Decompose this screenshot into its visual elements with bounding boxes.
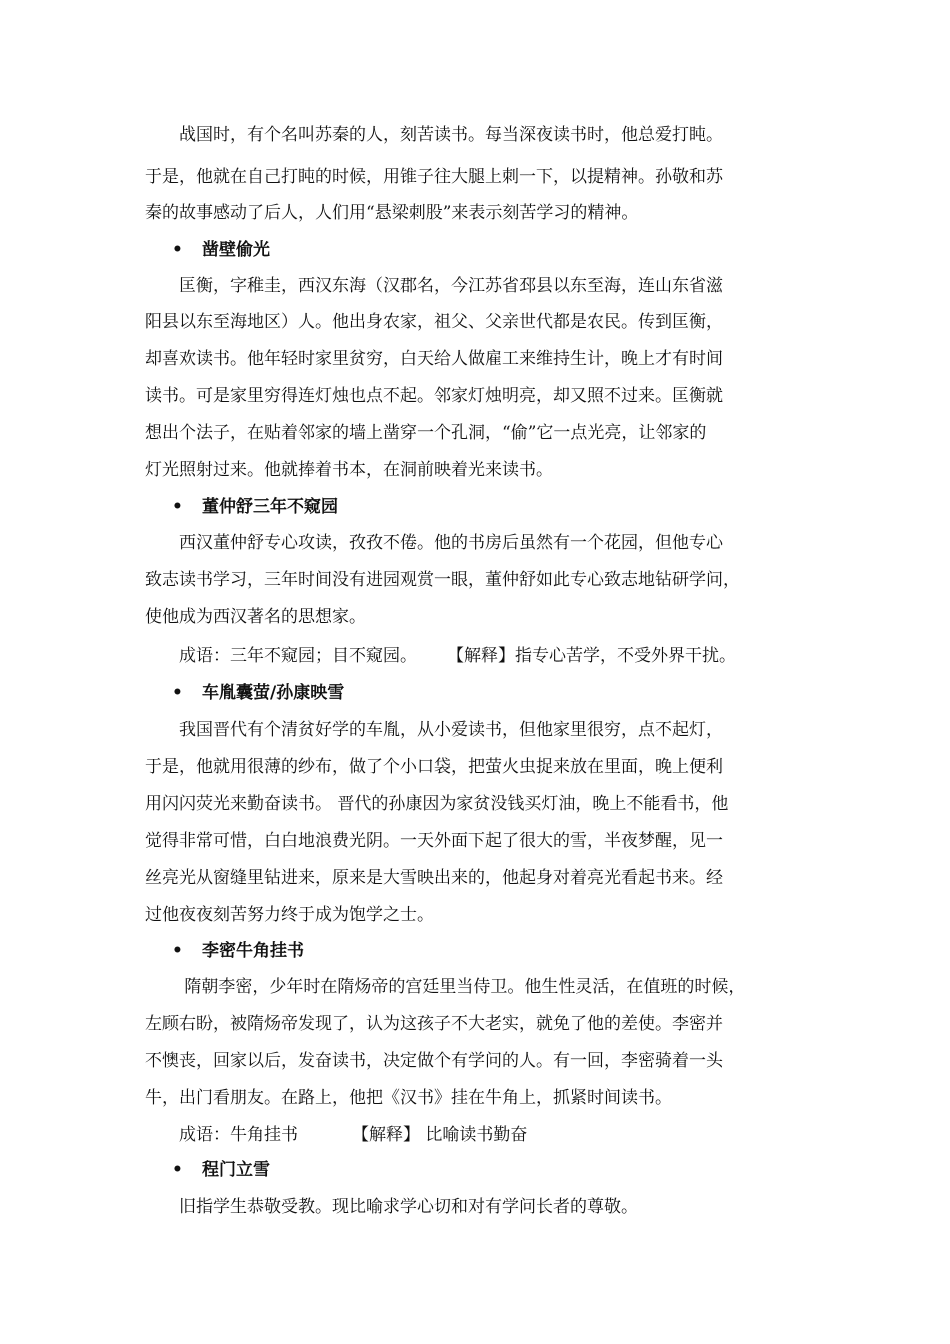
bullet-icon: •: [172, 497, 183, 517]
explain-text: 比喻读书勤奋: [420, 1125, 528, 1145]
paragraph-line: 战国时，有个名叫苏秦的人，刻苦读书。每当深夜读书时，他总爱打盹。: [145, 125, 723, 145]
explain-label: 【解释】: [447, 646, 515, 666]
idiom-line: [145, 646, 835, 666]
section-title: 凿壁偷光: [202, 240, 270, 260]
paragraph-line: 牛，出门看朋友。在路上，他把《汉书》挂在牛角上，抓紧时间读书。: [145, 1088, 672, 1108]
paragraph-line: 西汉董仲舒专心攻读，孜孜不倦。他的书房后虽然有一个花园，但他专心: [145, 533, 723, 553]
section-heading: [172, 497, 338, 517]
section-title: 董仲舒三年不窥园: [202, 497, 338, 517]
paragraph-line: 不懊丧，回家以后，发奋读书，决定做个有学问的人。有一回，李密骑着一头: [145, 1051, 723, 1071]
idiom-line: [145, 1125, 835, 1145]
section-heading: [172, 240, 270, 260]
section-heading: [172, 941, 304, 961]
section-title: 车胤囊萤/孙康映雪: [202, 683, 345, 703]
paragraph-line: 用闪闪荧光来勤奋读书。 晋代的孙康因为家贫没钱买灯油，晚上不能看书，他: [145, 794, 729, 814]
paragraph-line: 使他成为西汉著名的思想家。: [145, 607, 366, 627]
paragraph-line: 过他夜夜刻苦努力终于成为饱学之士。: [145, 905, 434, 925]
bullet-icon: •: [172, 683, 183, 703]
paragraph-line: 我国晋代有个清贫好学的车胤，从小爱读书，但他家里很穷，点不起灯，: [145, 720, 723, 740]
paragraph-line: 丝亮光从窗缝里钻进来，原来是大雪映出来的，他起身对着亮光看起书来。经: [145, 868, 723, 888]
paragraph-line: 觉得非常可惜，白白地浪费光阴。一天外面下起了很大的雪，半夜梦醒，见一: [145, 831, 723, 851]
paragraph-line: 想出个法子，在贴着邻家的墙上凿穿一个孔洞，“偷”它一点光亮，让邻家的: [145, 423, 707, 443]
explain-label: 【解释】: [352, 1125, 420, 1145]
paragraph-line: 读书。可是家里穷得连灯烛也点不起。邻家灯烛明亮，却又照不过来。匡衡就: [145, 386, 723, 406]
paragraph-line: 却喜欢读书。他年轻时家里贫穷，白天给人做雇工来维持生计，晚上才有时间: [145, 349, 723, 369]
paragraph-line: 旧指学生恭敬受教。现比喻求学心切和对有学问长者的尊敬。: [145, 1197, 638, 1217]
bullet-icon: •: [172, 240, 183, 260]
paragraph-line: 致志读书学习，三年时间没有进园观赏一眼，董仲舒如此专心致志地钻研学问，: [145, 570, 740, 590]
bullet-icon: •: [172, 941, 183, 961]
paragraph-line: 于是，他就在自己打盹的时候，用锥子往大腿上刺一下，以提精神。孙敬和苏: [145, 167, 723, 187]
paragraph-line: 左顾右盼，被隋炀帝发现了，认为这孩子不大老实，就免了他的差使。李密并: [145, 1014, 723, 1034]
bullet-icon: •: [172, 1160, 183, 1180]
section-heading: [172, 683, 344, 703]
idiom-text: 成语：牛角挂书: [145, 1125, 298, 1145]
paragraph-line: 阳县以东至海地区）人。他出身农家，祖父、父亲世代都是农民。传到匡衡，: [145, 312, 723, 332]
paragraph-line: 匡衡，字稚圭，西汉东海（汉郡名，今江苏省邳县以东至海，连山东省滋: [145, 276, 723, 296]
section-heading: [172, 1160, 270, 1180]
paragraph-line: 秦的故事感动了后人，人们用“悬梁刺股”来表示刻苦学习的精神。: [145, 203, 639, 223]
idiom-text: 成语：三年不窥园；目不窥园。: [145, 646, 417, 666]
paragraph-line: 于是，他就用很薄的纱布，做了个小口袋，把萤火虫捉来放在里面，晚上便利: [145, 757, 723, 777]
section-title: 李密牛角挂书: [202, 941, 304, 961]
paragraph-line: 灯光照射过来。他就捧着书本，在洞前映着光来读书。: [145, 460, 553, 480]
explain-text: 指专心苦学，不受外界干扰。: [515, 646, 736, 666]
paragraph-line: 隋朝李密，少年时在隋炀帝的宫廷里当侍卫。他生性灵活，在值班的时候，: [145, 977, 746, 997]
section-title: 程门立雪: [202, 1160, 270, 1180]
